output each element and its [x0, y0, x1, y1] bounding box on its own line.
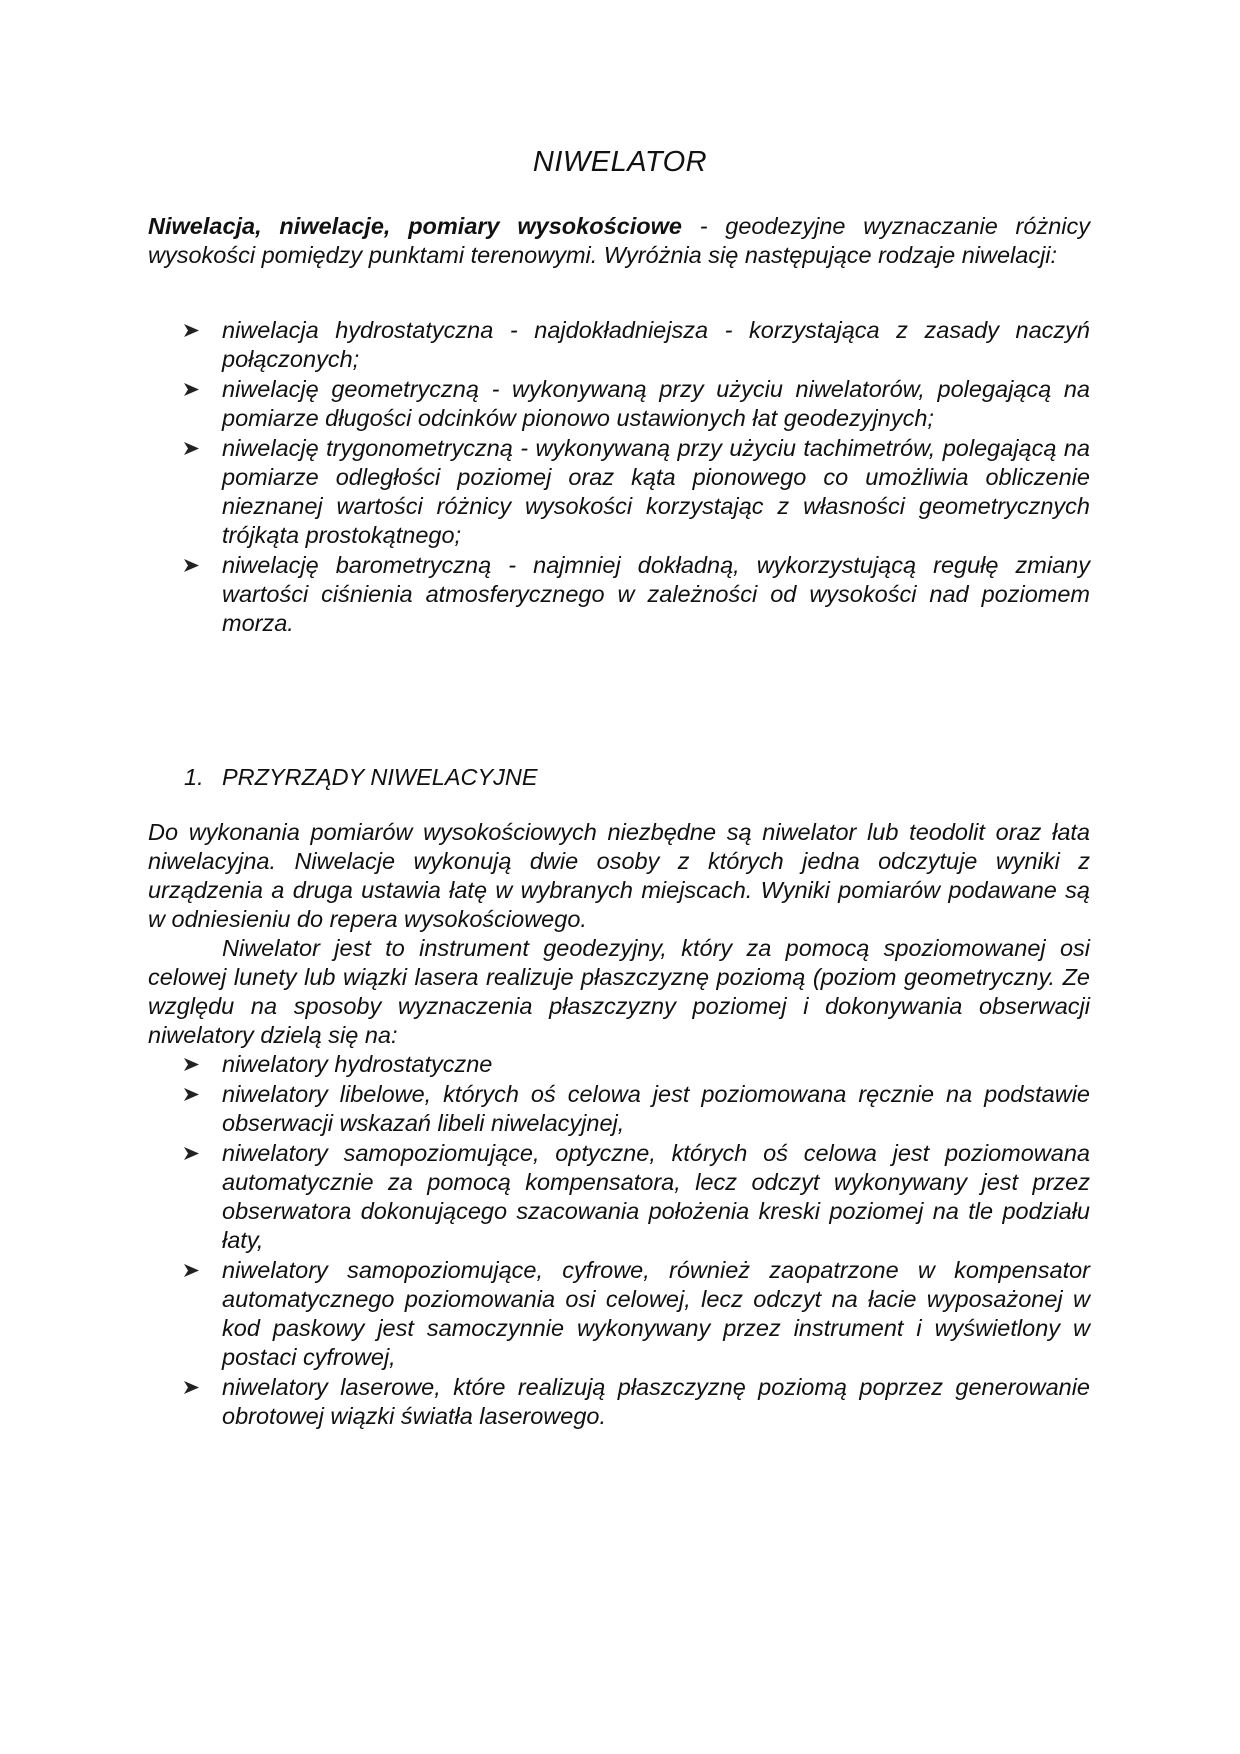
list-item: niwelację geometryczną - wykonywaną przy użyciu niwelatorów, polegającą na pomiarze długości odcinków pionowo ustawionych łat geodezyjnych;: [148, 375, 1090, 433]
arrowhead-bullet-icon: [184, 1373, 200, 1402]
intro-text: - geodezyjne wyznaczanie różnicy wysokości pomiędzy punktami terenowymi. Wyróżnia się następujące rodzaje niwelacji:: [148, 213, 1090, 268]
document-title: NIWELATOR: [532, 146, 708, 178]
arrowhead-bullet-icon: [184, 1080, 200, 1109]
arrowhead-bullet-icon: [184, 316, 200, 345]
list-item: niwelację barometryczną - najmniej dokładną, wykorzystującą regułę zmiany wartości ciśnienia atmosferycznego w zależności od wysokości nad poziomem morza.: [148, 551, 1090, 638]
list-item: niwelację trygonometryczną - wykonywaną przy użyciu tachimetrów, polegającą na pomiarze odległości poziomej oraz kąta pionowego co umożliwia obliczenie nieznanej wartości różnicy wysokości korzystając z własności geometrycznych trójkąta prostokątnego;: [148, 434, 1090, 550]
list-item: niwelatory libelowe, których oś celowa jest poziomowana ręcznie na podstawie obserwacji wskazań libeli niwelacyjnej,: [148, 1080, 1090, 1138]
list-item: niwelatory samopoziomujące, cyfrowe, również zaopatrzone w kompensator automatycznego poziomowania osi celowej, lecz odczyt na łacie wyposażonej w kod paskowy jest samoczynnie wykonywany przez instrument i wyświetlony w postaci cyfrowej,: [148, 1256, 1090, 1372]
section-paragraph-1: Do wykonania pomiarów wysokościowych niezbędne są niwelator lub teodolit oraz łata niwelacyjna. Niwelacje wykonują dwie osoby z których jedna odczytuje wyniki z urządzenia a druga ustawia łatę w wybranych miejscach. Wyniki pomiarów podawane są w odniesieniu do repera wysokościowego.: [148, 819, 1090, 932]
arrowhead-bullet-icon: [184, 1050, 200, 1079]
list-item: niwelatory samopoziomujące, optyczne, których oś celowa jest poziomowana automatycznie za pomocą kompensatora, lecz odczyt wykonywany jest przez obserwatora dokonującego szacowania położenia kreski poziomej na tle podziału łaty,: [148, 1139, 1090, 1255]
list-item: niwelacja hydrostatyczna - najdokładniejsza - korzystająca z zasady naczyń połączonych;: [148, 316, 1090, 374]
section-heading: [184, 764, 538, 791]
section-number: 1.: [184, 764, 204, 790]
list-item: niwelatory laserowe, które realizują płaszczyznę poziomą poprzez generowanie obrotowej wiązki światła laserowego.: [148, 1373, 1090, 1431]
intro-bold-term: Niwelacja, niwelacje, pomiary wysokościowe: [148, 213, 682, 239]
intro-paragraph: [148, 212, 1090, 270]
arrowhead-bullet-icon: [184, 375, 200, 404]
arrowhead-bullet-icon: [184, 1256, 200, 1285]
arrowhead-bullet-icon: [184, 551, 200, 580]
arrowhead-bullet-icon: [184, 1139, 200, 1168]
section-paragraph-2: Niwelator jest to instrument geodezyjny, który za pomocą spoziomowanej osi celowej lunety lub wiązki lasera realizuje płaszczyznę poziomą (poziom geometryczny. Ze względu na sposoby wyznaczenia płaszczyzny poziomej i dokonywania obserwacji niwelatory dzielą się na:: [148, 935, 1090, 1048]
levelling-types-list: [148, 316, 1090, 639]
arrowhead-bullet-icon: [184, 434, 200, 463]
instruments-list: [148, 1050, 1090, 1432]
list-item: niwelatory hydrostatyczne: [148, 1050, 1090, 1079]
section-title: PRZYRZĄDY NIWELACYJNE: [222, 764, 538, 790]
